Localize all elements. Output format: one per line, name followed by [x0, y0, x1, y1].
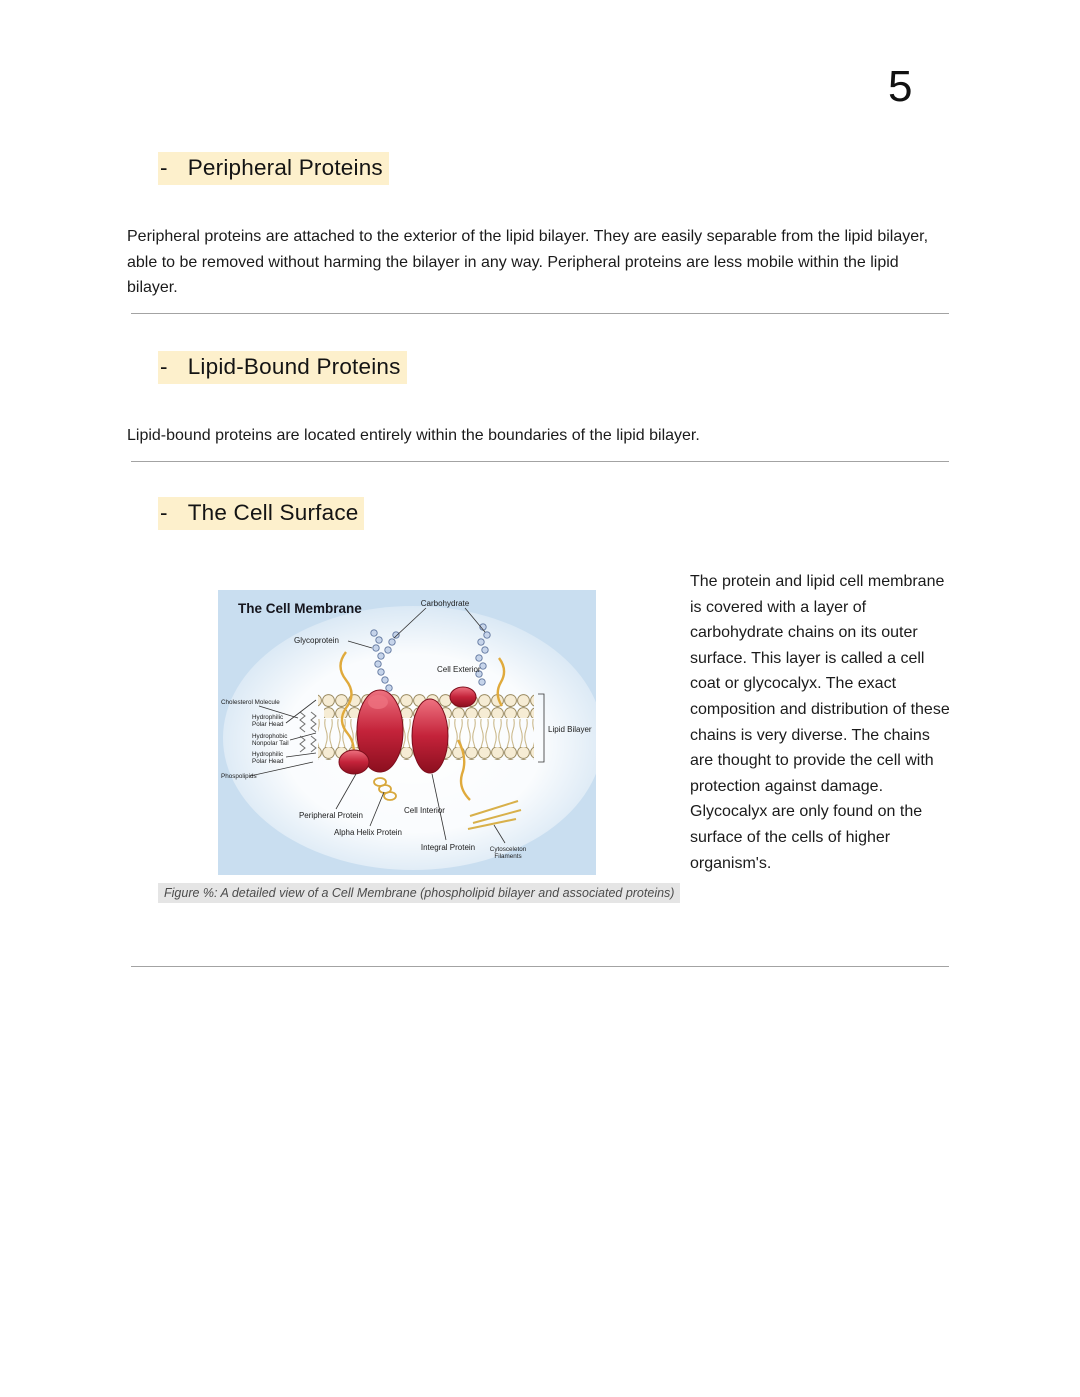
label-cholesterol-molecule: Cholesterol Molecule	[221, 699, 280, 706]
horizontal-rule	[131, 461, 949, 462]
glycocalyx-paragraph: The protein and lipid cell membrane is covered with a layer of carbohydrate chains on its outer surface. This layer is called a cell coat or glycocalyx. The exact composition and distribution of these chains is very diverse. The chains are thought to provide the cell with protection against damage. Glycocalyx are only found on the surface of the cells of higher organism's.	[690, 573, 950, 872]
label-carbohydrate: Carbohydrate	[420, 599, 470, 608]
paragraph-lipid-bound-proteins: Lipid-bound proteins are located entirely within the boundaries of the lipid bilayer.	[127, 427, 700, 444]
cell-membrane-diagram	[218, 590, 596, 875]
list-dash: -	[160, 354, 168, 379]
label-lipid-bilayer: Lipid Bilayer	[548, 725, 592, 734]
horizontal-rule	[131, 966, 949, 967]
list-dash: -	[160, 155, 168, 180]
label-hydrophilic-top-2: Polar Head	[252, 721, 284, 728]
label-cell-interior: Cell Interior	[404, 806, 445, 815]
label-phospholipids: Phospolipids	[221, 773, 257, 780]
label-hydrophobic-2: Nonpolar Tail	[252, 740, 289, 747]
horizontal-rule	[131, 313, 949, 314]
heading-text: The Cell Surface	[187, 500, 359, 525]
heading-highlight	[158, 497, 364, 530]
label-peripheral-protein: Peripheral Protein	[298, 811, 364, 820]
label-integral-protein: Integral Protein	[420, 843, 476, 852]
figure-caption: Figure %: A detailed view of a Cell Membrane (phospholipid bilayer and associated proteins)	[158, 883, 680, 903]
heading-highlight	[158, 152, 389, 185]
label-alpha-helix-protein: Alpha Helix Protein	[333, 828, 403, 837]
label-hydrophilic-bottom-1: Hydrophilic	[252, 751, 284, 758]
heading-the-cell-surface	[158, 497, 364, 530]
page-number: 5	[888, 62, 913, 111]
label-hydrophilic-bottom-2: Polar Head	[252, 758, 284, 765]
label-glycoprotein: Glycoprotein	[294, 636, 339, 645]
paragraph-peripheral-proteins: Peripheral proteins are attached to the exterior of the lipid bilayer. They are easily separable from the lipid bilayer, able to be removed without harming the bilayer in any way. Peripheral proteins are less mobile within the lipid bilayer.	[127, 228, 929, 297]
label-hydrophilic-top-1: Hydrophilic	[252, 714, 284, 721]
figure-title: The Cell Membrane	[238, 601, 362, 616]
heading-text: Lipid-Bound Proteins	[187, 354, 401, 379]
heading-text: Peripheral Proteins	[187, 155, 383, 180]
label-cytosceleton: Cytosceleton	[489, 846, 527, 853]
label-hydrophobic-1: Hydrophobic	[252, 733, 288, 740]
cell-membrane-figure	[218, 590, 596, 875]
label-filaments: Filaments	[494, 853, 522, 860]
heading-lipid-bound-proteins	[158, 351, 407, 384]
label-cell-exterior: Cell Exterior	[437, 665, 481, 674]
heading-peripheral-proteins	[158, 152, 389, 185]
list-dash: -	[160, 500, 168, 525]
heading-highlight	[158, 351, 407, 384]
